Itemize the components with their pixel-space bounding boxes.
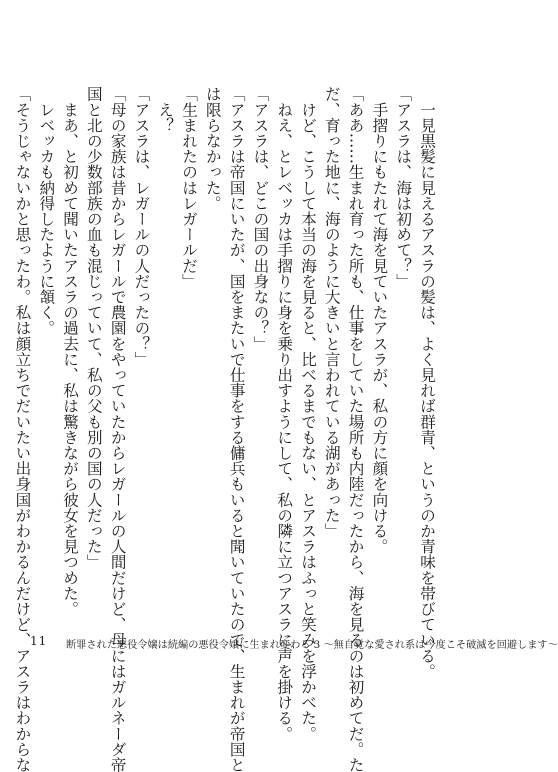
text-line: 一見黒髪に見えるアスラの髪は、よく見れば群青、というのか青味を帯びている。 <box>418 86 436 679</box>
text-line: は限らなかった。 <box>203 86 222 211</box>
running-title: 断罪された悪役令嬢は続編の悪役令嬢に生まれ変わる 3 〜無自覚な愛され系は今度こそ破滅を回避します〜 <box>66 640 558 651</box>
text-line: 「ああ……生まれ育った所も、仕事をしていた場所も内陸だったから、海を見るのは初めてだ。た <box>346 86 365 772</box>
text-line: まあ、と初めて聞いたアスラの過去に、私は驚きながら彼女を見つめた。 <box>61 86 80 617</box>
text-line: 「アスラは、海は初めて？」 <box>394 86 413 289</box>
text-line: 「アスラは、レガールの人だったの？」 <box>132 86 151 367</box>
text-line: レベッカも納得したように頷く。 <box>37 86 56 336</box>
page-footer <box>0 634 558 654</box>
text-line: 「生まれたのはレガールだ」 <box>180 86 199 289</box>
text-line: 「アスラは、どこの国の出身なの？」 <box>251 86 270 352</box>
text-line: 国と北の少数部族の血も混じっていて、私の父も別の国の人だった」 <box>84 86 103 570</box>
text-line: だ、育った地に、海のように大きいと言われている湖があった」 <box>322 86 341 539</box>
text-line: ねえ、とレベッカは手摺りに身を乗り出すようにして、私の隣に立つアスラに声を掛ける。 <box>275 86 294 742</box>
text-line: 手摺りにもたれて海を見ていたアスラが、私の方に顔を向ける。 <box>370 86 389 554</box>
text-line: え？ <box>156 86 175 133</box>
text-line: 「そうじゃないかと思ったわ。私は顔立ちでだいたい出身国がわかるんだけど、アスラはわからな <box>13 86 32 772</box>
text-line: 「アスラは帝国にいたが、国をまたいで仕事をする傭兵もいると聞いていたので、生まれが帝国と <box>227 86 246 772</box>
text-line: けど、こうして本当の海を見ると、比べるまでもない、とアスラはふっと笑みを浮かべた。 <box>299 86 318 742</box>
page-number: 11 <box>30 634 48 648</box>
text-line: 「母の家族は昔からレガールで農園をやっていたからレガールの人間だけど、母にはガルネーダ帝 <box>108 86 127 772</box>
